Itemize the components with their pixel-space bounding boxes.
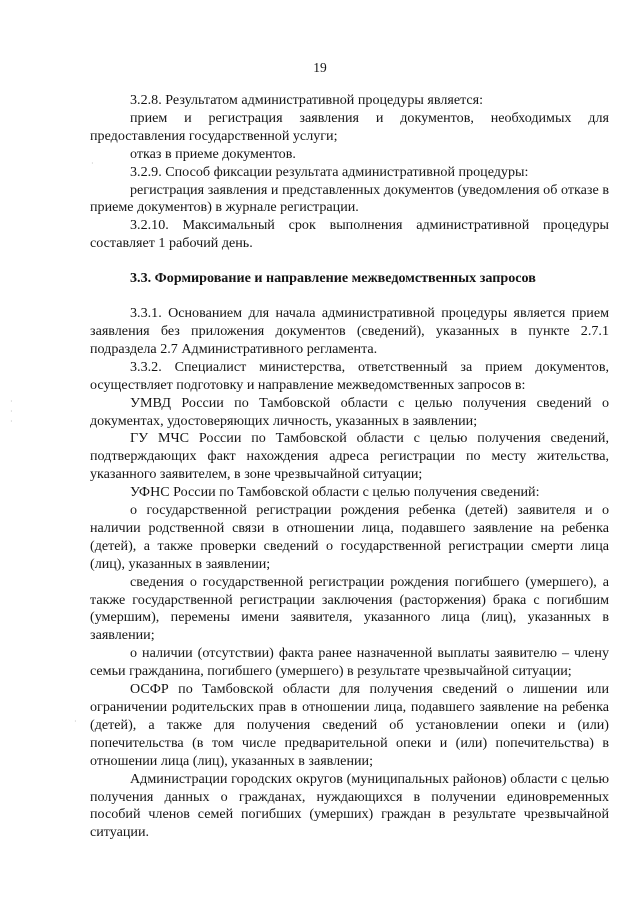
paragraph: 3.2.10. Максимальный срок выполнения административной процедуры составляет 1 рабочий день. xyxy=(90,217,609,252)
paragraph: 3.2.8. Результатом административной процедуры является: xyxy=(130,92,484,108)
document-body xyxy=(90,92,609,842)
paragraph: сведения о государственной регистрации рождения погибшего (умершего), а также государственной регистрации заключения (расторжения) брака с погибшим (умершим), перемены имени заявителя, указанного лица (лиц), указанных в заявлении; xyxy=(90,573,609,644)
paragraph: отказ в приеме документов. xyxy=(130,145,296,162)
paragraph: 3.3.1. Основанием для начала административной процедуры является прием заявления без приложения документов (сведений), указанных в пункте 2.7.1 подраздела 2.7 Административного регламента. xyxy=(90,305,609,357)
paragraph: ОСФР по Тамбовской области для получения сведений о лишении или ограничении родительских прав в отношении лица, подавшего заявление на ребенка (детей), а также для получения сведений об установлении опеки и (или) попечительства (в том числе предварительной опеки и (или) попечительства) в отношении лица (лиц), указанных в заявлении; xyxy=(90,681,609,769)
section-heading: 3.3. Формирование и направление межведомственных запросов xyxy=(130,270,536,287)
paragraph: 3.3.2. Специалист министерства, ответственный за прием документов, осуществляет подготовку и направление межведомственных запросов в: xyxy=(90,358,609,393)
paragraph: прием и регистрация заявления и документов, необходимых для предоставления государственной услуги; xyxy=(90,109,609,144)
scan-speck: · xyxy=(10,417,13,426)
spacer xyxy=(90,288,609,305)
spacer xyxy=(90,253,609,270)
paragraph: ГУ МЧС России по Тамбовской области с целью получения сведений, подтверждающих факт нахождения адреса регистрации по месту жительства, указанного заявителем, в зоне чрезвычайной ситуации; xyxy=(90,430,609,483)
paragraph: 3.2.9. Способ фиксации результата административной процедуры: xyxy=(130,163,529,180)
scan-speck: · xyxy=(91,159,94,168)
paragraph: УФНС России по Тамбовской области с целью получения сведений: xyxy=(130,484,540,501)
scan-speck: · xyxy=(74,717,77,726)
paragraph: УМВД России по Тамбовской области с целью получения сведений о документах, удостоверяющих личность, указанных в заявлении; xyxy=(90,394,609,429)
scan-speck: · xyxy=(10,397,13,406)
paragraph: о государственной регистрации рождения ребенка (детей) заявителя и о наличии родственной связи в отношении лица, подавшего заявление на ребенка (детей), а также проверки сведений о государственной регистрации смерти лица (лиц), указанных в заявлении; xyxy=(90,502,609,572)
paragraph: о наличии (отсутствии) факта ранее назначенной выплаты заявителю – члену семьи гражданина, погибшего (умершего) в результате чрезвычайной ситуации; xyxy=(90,645,609,680)
page-number: 19 xyxy=(313,60,327,75)
paragraph: регистрация заявления и представленных документов (уведомления об отказе в приеме документов) в журнале регистрации. xyxy=(90,181,609,216)
scan-speck: · xyxy=(10,407,13,416)
paragraph: Администрации городских округов (муниципальных районов) области с целью получения данных о гражданах, нуждающихся в получении единовременных пособий членов семей погибших (умерших) граждан в результате чрезвычайной ситуации. xyxy=(90,770,609,841)
